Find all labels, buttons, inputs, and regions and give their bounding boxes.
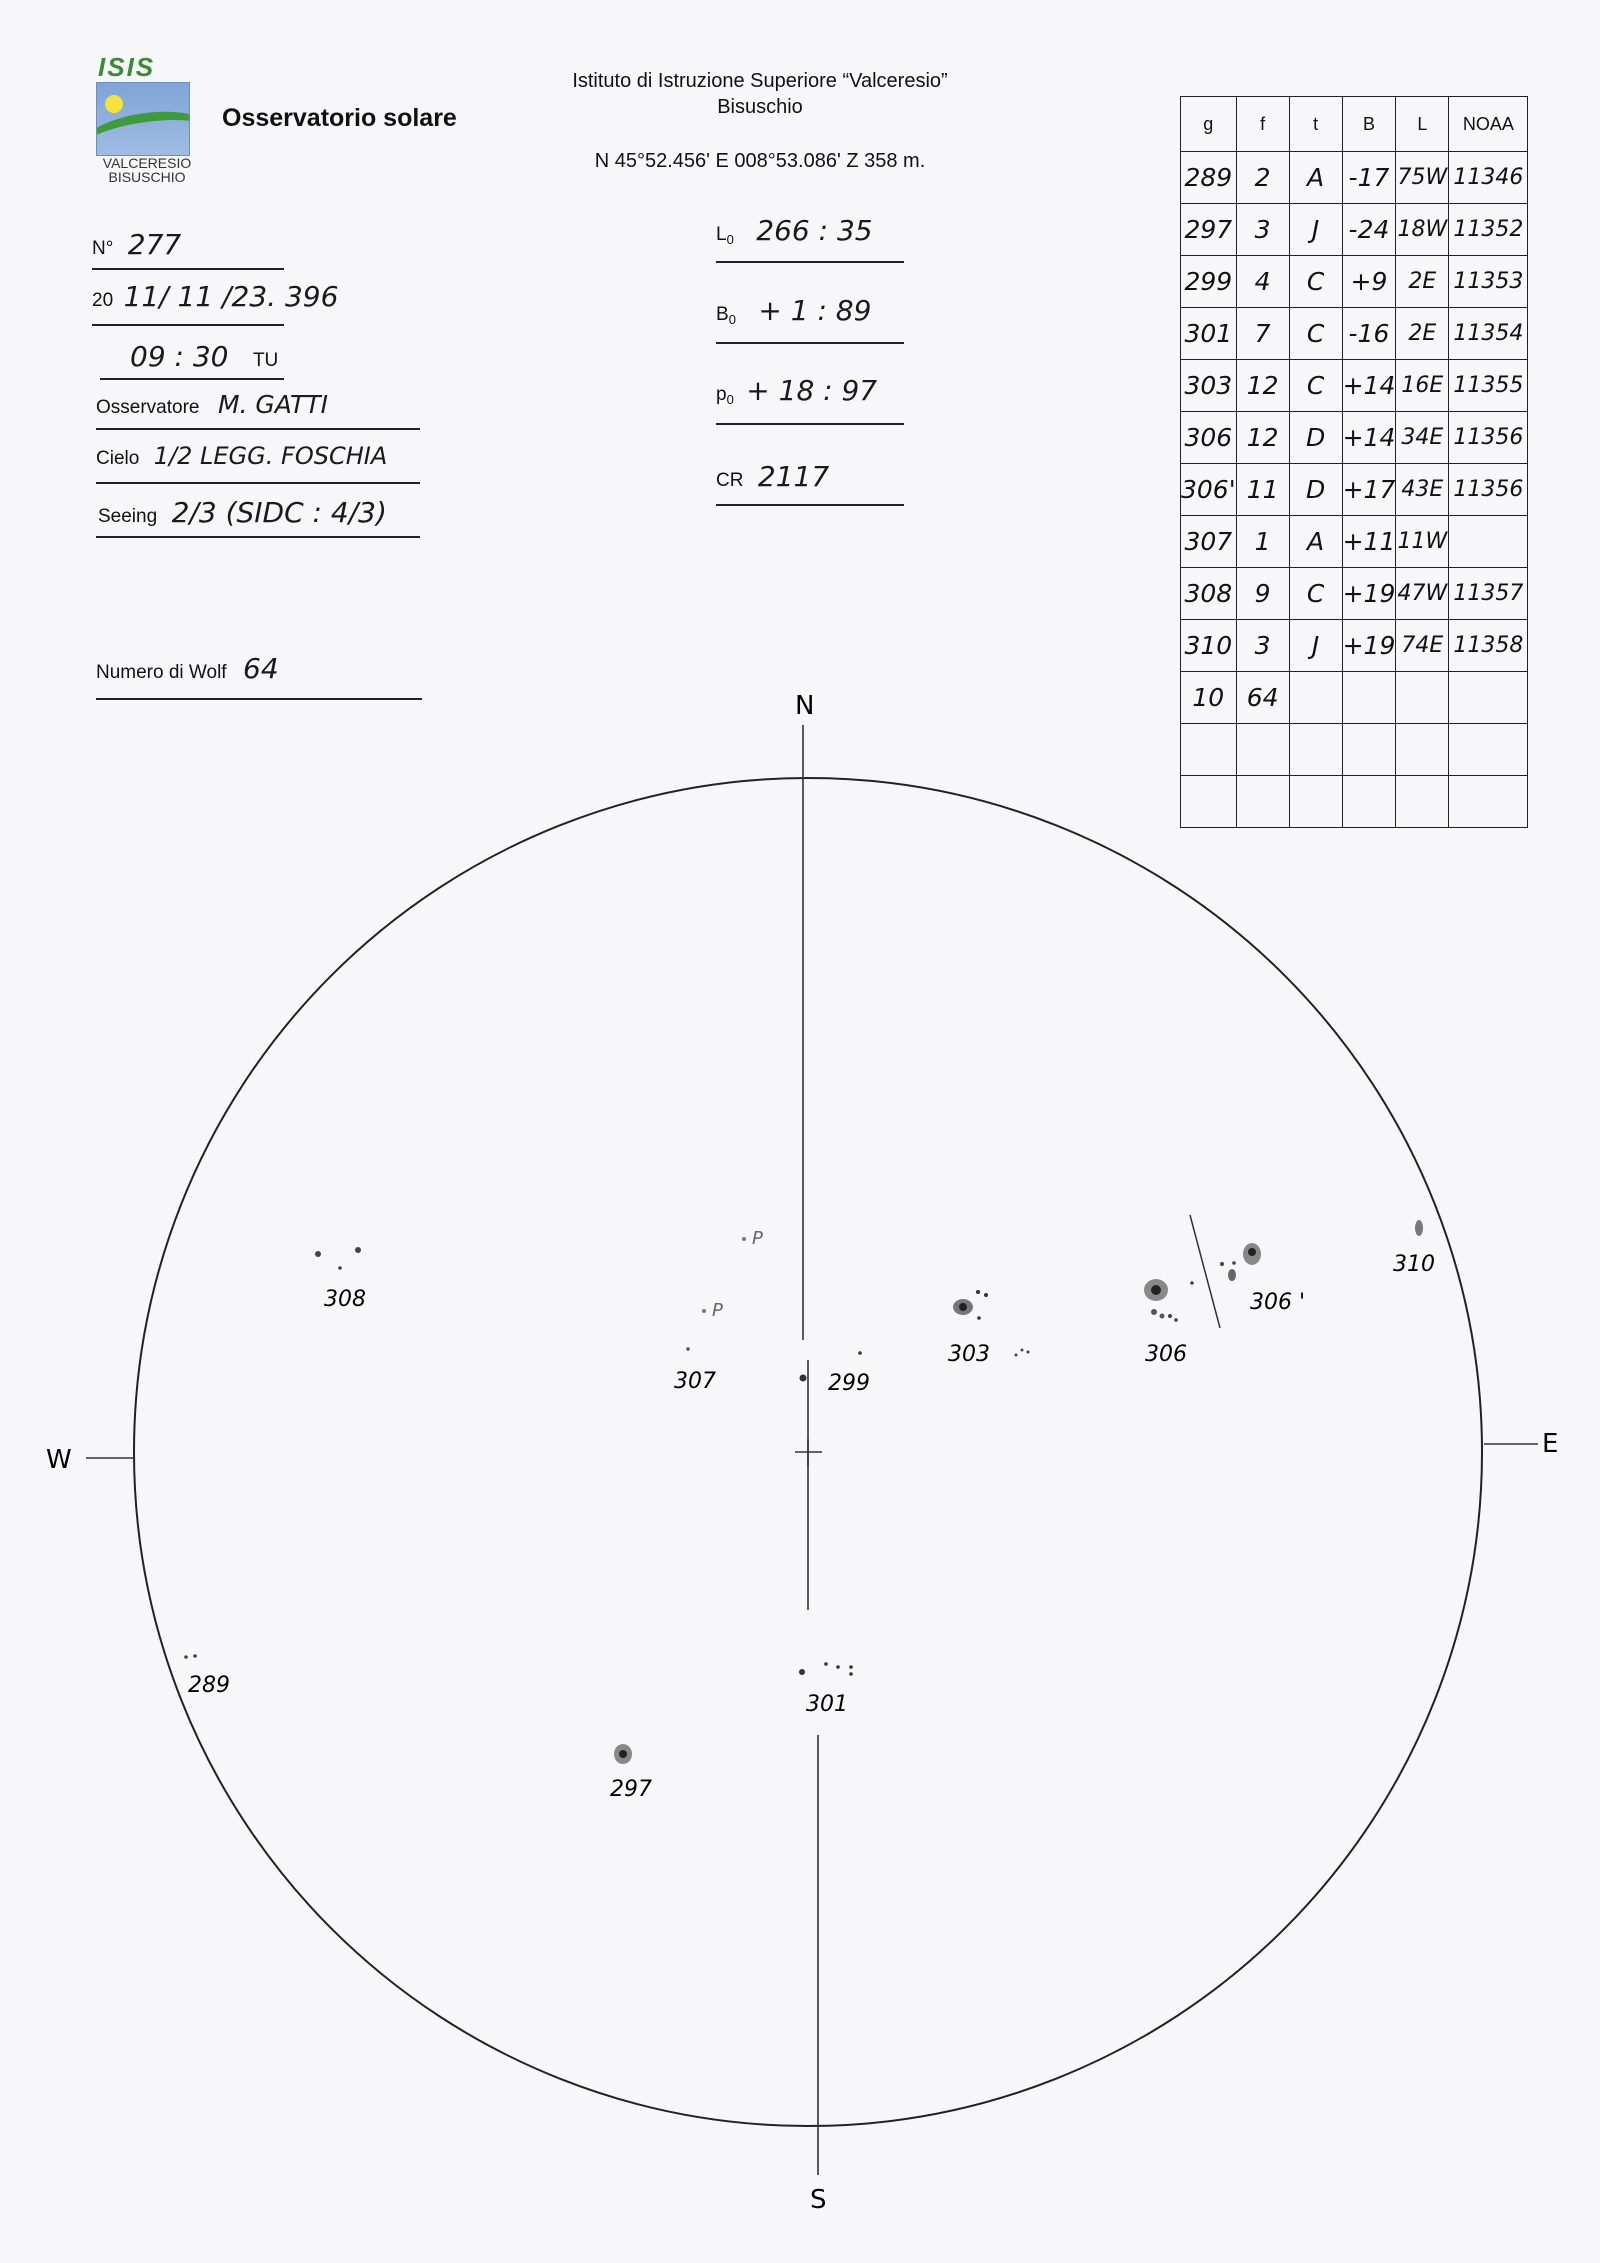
sunspot-group-307-spots [686, 1347, 690, 1351]
column-header-b: B [1342, 97, 1396, 152]
table-cell: 297 [1181, 204, 1237, 256]
time-value: 09 : 30 [130, 340, 229, 373]
seeing-label: Seeing [98, 506, 158, 527]
observer-label: Osservatore [96, 397, 200, 418]
table-cell: 307 [1181, 516, 1237, 568]
column-header-l: L [1396, 97, 1449, 152]
table-cell: A [1289, 152, 1342, 204]
table-cell: 16E [1396, 360, 1449, 412]
faculae-p-marks [702, 1237, 746, 1313]
table-cell: 74E [1396, 620, 1449, 672]
table-cell: 7 [1236, 308, 1289, 360]
table-cell: 306' [1181, 464, 1237, 516]
date-prefix: 20 [92, 290, 114, 311]
table-cell: A [1289, 516, 1342, 568]
table-cell: J [1289, 620, 1342, 672]
table-cell: J [1289, 204, 1342, 256]
table-cell: 11356 [1449, 412, 1528, 464]
table-cell: 1 [1236, 516, 1289, 568]
table-cell: 10 [1181, 672, 1237, 724]
table-cell: 306 [1181, 412, 1237, 464]
logo-caption-line1: VALCERESIO [102, 155, 192, 171]
table-cell: +17 [1342, 464, 1396, 516]
east-label: E [1542, 1429, 1559, 1459]
logo-wordmark: ISIS [98, 52, 156, 82]
table-cell: 303 [1181, 360, 1237, 412]
table-cell: 3 [1236, 620, 1289, 672]
logo-caption-line2: BISUSCHIO [108, 169, 186, 185]
table-cell: 11354 [1449, 308, 1528, 360]
table-cell: 47W [1396, 568, 1449, 620]
table-cell: +14 [1342, 412, 1396, 464]
table-cell: 4 [1236, 256, 1289, 308]
table-cell: +19 [1342, 620, 1396, 672]
table-cell: +14 [1342, 360, 1396, 412]
table-cell: 2 [1236, 152, 1289, 204]
sunspot-group-297-spots [614, 1744, 632, 1764]
facula-mark-2: P [712, 1300, 723, 1321]
table-cell: 9 [1236, 568, 1289, 620]
date-value: 11/ 11 /23. 396 [123, 280, 339, 313]
table-cell: +19 [1342, 568, 1396, 620]
north-label: N [795, 691, 815, 721]
sunspot-group-310-spots [1415, 1220, 1423, 1236]
l0-label: L [716, 224, 727, 245]
sunspot-group-306-prime-spots [1220, 1243, 1261, 1281]
table-cell: 11353 [1449, 256, 1528, 308]
b0-value: + 1 : 89 [758, 294, 872, 327]
wolf-number-value: 64 [243, 652, 279, 685]
group-label-303: 303 [948, 1342, 990, 1367]
table-cell: 299 [1181, 256, 1237, 308]
institute-name: Istituto di Istruzione Superiore “Valceresio” [572, 70, 948, 92]
sky-label: Cielo [96, 448, 140, 469]
table-cell: 12 [1236, 412, 1289, 464]
l0-value: 266 : 35 [756, 214, 873, 247]
west-label: W [46, 1445, 72, 1475]
column-header-t: t [1289, 97, 1342, 152]
group-label-299: 299 [828, 1371, 870, 1396]
sky-value: 1/2 LEGG. FOSCHIA [153, 442, 388, 470]
sunspot-group-289-spots [184, 1654, 197, 1659]
l0-subscript: 0 [726, 232, 734, 248]
table-cell: -16 [1342, 308, 1396, 360]
group-label-308: 308 [324, 1287, 366, 1312]
table-cell: D [1289, 464, 1342, 516]
table-cell: C [1289, 308, 1342, 360]
table-cell: 11358 [1449, 620, 1528, 672]
table-cell: +11 [1342, 516, 1396, 568]
table-cell: 308 [1181, 568, 1237, 620]
table-cell: C [1289, 568, 1342, 620]
column-header-noaa: NOAA [1449, 97, 1528, 152]
group-306-divider [1190, 1215, 1220, 1328]
table-cell: 310 [1181, 620, 1237, 672]
table-cell: 18W [1396, 204, 1449, 256]
table-cell: 11346 [1449, 152, 1528, 204]
table-cell: -24 [1342, 204, 1396, 256]
group-label-301: 301 [806, 1692, 848, 1717]
group-label-306-prime: 306 ' [1250, 1290, 1306, 1315]
report-number-value: 277 [127, 228, 182, 261]
p0-subscript: 0 [726, 392, 734, 408]
column-header-f: f [1236, 97, 1289, 152]
table-cell: D [1289, 412, 1342, 464]
table-cell: 11357 [1449, 568, 1528, 620]
facula-mark-1: P [752, 1228, 763, 1249]
table-cell: -17 [1342, 152, 1396, 204]
table-cell: 75W [1396, 152, 1449, 204]
b0-subscript: 0 [728, 312, 736, 328]
table-cell: 289 [1181, 152, 1237, 204]
table-cell: 2E [1396, 308, 1449, 360]
seeing-value: 2/3 (SIDC : 4/3) [171, 496, 387, 529]
institute-town: Bisuschio [717, 96, 803, 118]
table-cell: 11 [1236, 464, 1289, 516]
group-label-297: 297 [610, 1777, 652, 1802]
report-number-label: N° [92, 238, 114, 259]
table-cell: +9 [1342, 256, 1396, 308]
sunspot-group-308-spots [315, 1247, 361, 1270]
carrington-label: CR [716, 470, 744, 491]
carrington-value: 2117 [757, 460, 830, 493]
p0-label: p [716, 384, 727, 405]
table-cell: 64 [1236, 672, 1289, 724]
table-cell: 2E [1396, 256, 1449, 308]
table-cell: 11W [1396, 516, 1449, 568]
b0-label: B [716, 304, 729, 325]
table-cell: C [1289, 256, 1342, 308]
site-coordinates: N 45°52.456' E 008°53.086' Z 358 m. [594, 150, 926, 172]
group-label-289: 289 [188, 1673, 230, 1698]
table-cell: 11352 [1449, 204, 1528, 256]
observer-value: M. GATTI [217, 390, 328, 419]
sunspot-group-301-spots [799, 1662, 853, 1676]
group-label-310: 310 [1393, 1252, 1435, 1277]
sunspot-group-306-spots [1144, 1279, 1194, 1322]
group-label-306: 306 [1145, 1342, 1187, 1367]
column-header-g: g [1181, 97, 1237, 152]
table-cell: 3 [1236, 204, 1289, 256]
table-cell: 43E [1396, 464, 1449, 516]
table-cell: 11356 [1449, 464, 1528, 516]
group-label-307: 307 [674, 1369, 716, 1394]
table-cell: 34E [1396, 412, 1449, 464]
observatory-title: Osservatorio solare [222, 104, 457, 132]
wolf-number-label: Numero di Wolf [96, 662, 227, 683]
table-cell: 301 [1181, 308, 1237, 360]
table-cell: 11355 [1449, 360, 1528, 412]
table-cell: 12 [1236, 360, 1289, 412]
south-label: S [810, 2185, 827, 2215]
p0-value: + 18 : 97 [746, 374, 878, 407]
time-unit: TU [252, 350, 279, 371]
table-cell: C [1289, 360, 1342, 412]
